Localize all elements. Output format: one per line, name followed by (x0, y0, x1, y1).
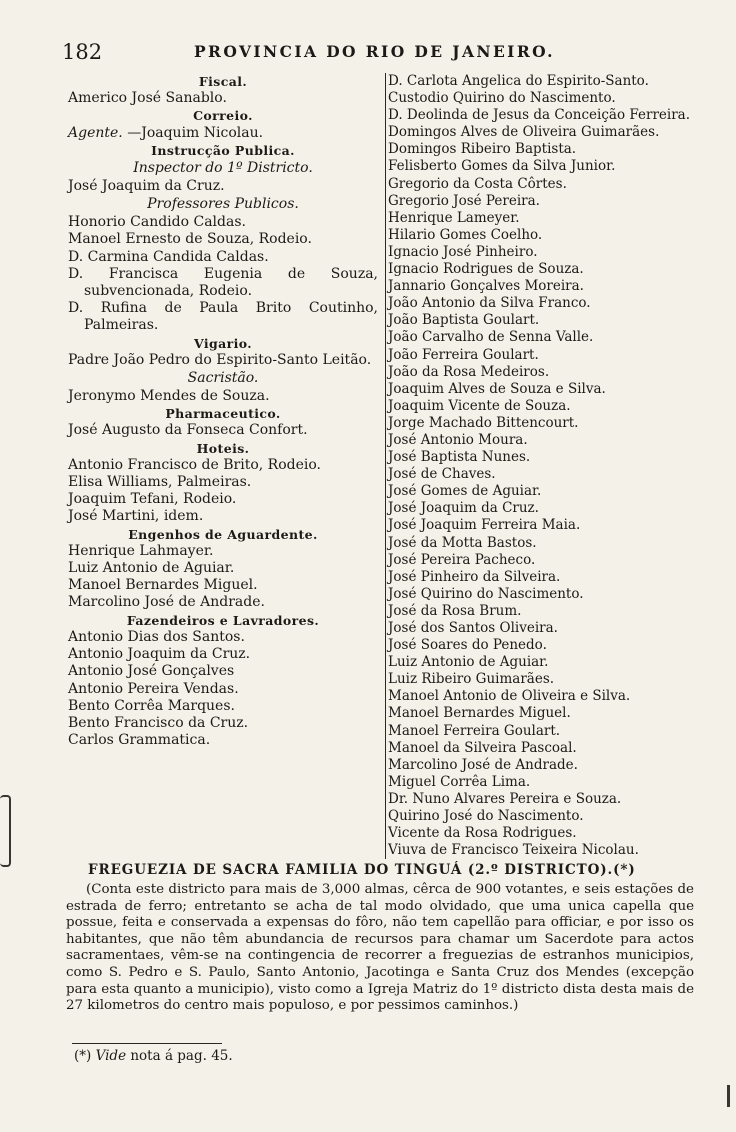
name-entry: Henrique Lahmayer. (68, 542, 214, 559)
page-number: 182 (62, 40, 103, 64)
name-entry: Joaquim Tefani, Rodeio. (68, 491, 237, 508)
section-label: Correio. (193, 108, 253, 124)
name-entry: Antonio Joaquim da Cruz. (68, 646, 251, 663)
name-entry: José dos Santos Oliveira. (388, 620, 558, 636)
name-entry: Manoel Antonio de Oliveira e Silva. (388, 688, 631, 705)
name-entry: Quirino José do Nascimento. (388, 808, 584, 825)
subsection-label: Sacristão. (187, 370, 259, 387)
name-entry: João Baptista Goulart. (388, 312, 540, 329)
name-entry: Marcolino José de Andrade. (68, 594, 265, 611)
name-entry: Marcolino José de Andrade. (388, 756, 578, 773)
section-label: Engenhos de Aguardente. (128, 526, 318, 542)
name-entry: Luiz Antonio de Aguiar. (68, 560, 235, 577)
name-entry: Custodio Quirino do Nascimento. (388, 90, 616, 107)
name-entry (68, 125, 378, 142)
name-entry: Gregorio da Costa Côrtes. (388, 175, 567, 192)
subsection-label: Professores Publicos. (147, 196, 299, 213)
right-column (385, 73, 708, 859)
name-entry: Jannario Gonçalves Moreira. (388, 278, 584, 295)
name-entry: Antonio José Gonçalves (68, 663, 235, 680)
name-entry: José Quirino do Nascimento. (388, 585, 584, 602)
name-entry: José Pereira Pacheco. (388, 551, 536, 568)
name-entry: José Antonio Moura. (388, 431, 528, 448)
binding-mark (0, 795, 11, 867)
name-entry: Jeronymo Mendes de Souza. (68, 388, 270, 405)
name-entry: José Joaquim da Cruz. (68, 178, 225, 195)
left-column (68, 73, 378, 749)
name-entry: D. Deolinda de Jesus da Conceição Ferreira. (388, 107, 690, 124)
name-entry: Domingos Ribeiro Baptista. (388, 141, 577, 158)
name-entry: Jorge Machado Bittencourt. (388, 414, 579, 431)
name-entry: Viuva de Francisco Teixeira Nicolau. (388, 842, 639, 859)
name-entry: D. Carmina Candida Caldas. (68, 248, 269, 265)
name-entry: Antonio Pereira Vendas. (68, 680, 239, 697)
name-entry: Ignacio Rodrigues de Souza. (388, 261, 584, 278)
section-heading: FREGUEZIA DE SACRA FAMILIA DO TINGUÁ (2.º DISTRICTO).(*) (88, 862, 636, 878)
name-entry: José Joaquim da Cruz. (388, 500, 539, 517)
name-entry: Joaquim Alves de Souza e Silva. (388, 380, 606, 397)
footnote-text: nota á pag. 45. (130, 1048, 233, 1064)
entry-role: Agente. (68, 124, 123, 141)
name-entry: Hilario Gomes Coelho. (388, 226, 543, 243)
name-entry: Padre João Pedro do Espirito-Santo Leitão. (68, 351, 372, 368)
section-paragraph: (Conta este districto para mais de 3,000 almas, cêrca de 900 votantes, e seis estações de estrada de ferro; entretanto se acha de tal modo olvidado, que uma unica capella que possue, feita e conservada a expensas do fôro, não tem capellão para officiar, e por isso os habitantes, que não têm abundancia de recursos para chamar um Sacerdote para actos sacramentaes, vêm-se na contingencia de recorrer a freguezias de estranhos municipios, como S. Pedro e S. Paulo, Santo Antonio, Jacotinga e Santa Cruz dos Mendes (excepção para esta quanto a municipio), visto como a Igreja Matriz do 1º districto dista desta mais de 27 kilometros do centro mais populoso, e por pessimos caminhos.) (66, 882, 694, 1014)
section-label: Hoteis. (196, 440, 250, 456)
name-entry: Joaquim Vicente de Souza. (388, 397, 571, 414)
name-entry: Vicente da Rosa Rodrigues. (388, 825, 577, 842)
section-label: Fiscal. (198, 74, 248, 89)
name-entry: João Ferreira Goulart. (388, 346, 539, 363)
section-label: Fazendeiros e Lavradores. (126, 612, 320, 628)
name-entry: José Pinheiro da Silveira. (388, 568, 561, 585)
name-entry: João Carvalho de Senna Valle. (388, 329, 594, 346)
name-entry: José da Motta Bastos. (388, 534, 537, 551)
name-entry: Americo José Sanablo. (68, 90, 227, 107)
name-entry: José da Rosa Brum. (388, 602, 522, 619)
name-entry: José Soares do Penedo. (388, 637, 547, 654)
name-entry: Luiz Antonio de Aguiar. (388, 654, 549, 671)
name-entry: Honorio Candido Caldas. (68, 214, 246, 231)
name-entry: Henrique Lameyer. (388, 209, 520, 226)
entry-name: —Joaquim Nicolau. (122, 124, 264, 141)
name-entry: Bento Francisco da Cruz. (68, 714, 249, 731)
footnote-vide: Vide (95, 1048, 127, 1064)
name-entry: Dr. Nuno Alvares Pereira e Souza. (388, 790, 622, 807)
name-entry: José Baptista Nunes. (388, 449, 531, 466)
section-label: Pharmaceutico. (165, 406, 281, 422)
name-entry: D. Carlota Angelica do Espirito-Santo. (388, 73, 649, 89)
footnote (74, 1048, 233, 1064)
name-entry: Manoel Ernesto de Souza, Rodeio. (68, 231, 312, 248)
name-entry: Antonio Francisco de Brito, Rodeio. (68, 456, 321, 473)
name-entry: Luiz Ribeiro Guimarães. (388, 671, 555, 688)
name-entry: Gregorio José Pereira. (388, 192, 540, 209)
name-entry: José Martini, idem. (68, 508, 204, 525)
name-entry: José Joaquim Ferreira Maia. (388, 517, 581, 534)
name-entry: Elisa Williams, Palmeiras. (68, 474, 252, 491)
footnote-marker: (*) (74, 1048, 92, 1064)
page-header (62, 38, 702, 66)
name-entry: João da Rosa Medeiros. (388, 363, 550, 380)
name-entry: José Augusto da Fonseca Confort. (68, 422, 308, 439)
name-entry: Manoel Bernardes Miguel. (68, 577, 258, 594)
name-entry: Felisberto Gomes da Silva Junior. (388, 158, 616, 175)
section-label: Vigario. (193, 335, 253, 351)
name-entry: José Gomes de Aguiar. (388, 483, 542, 500)
section-label: Instrucção Publica. (151, 142, 295, 158)
name-entry: João Antonio da Silva Franco. (388, 295, 591, 312)
footnote-rule (72, 1043, 222, 1044)
name-entry: Ignacio José Pinheiro. (388, 243, 538, 260)
subsection-label: Inspector do 1º Districto. (133, 160, 313, 177)
name-entry: Antonio Dias dos Santos. (68, 628, 245, 645)
name-entry: D. Francisca Eugenia de Souza, subvencionada, Rodeio. (68, 265, 378, 300)
name-entry: Manoel da Silveira Pascoal. (388, 739, 577, 756)
running-title: PROVINCIA DO RIO DE JANEIRO. (194, 42, 555, 61)
binding-mark-right (727, 1085, 730, 1107)
name-entry: Miguel Corrêa Lima. (388, 773, 531, 790)
name-entry: Carlos Grammatica. (68, 732, 211, 749)
name-entry: Manoel Bernardes Miguel. (388, 705, 571, 722)
name-entry: Manoel Ferreira Goulart. (388, 722, 561, 739)
name-entry: José de Chaves. (388, 466, 496, 483)
name-entry: D. Rufina de Paula Brito Coutinho, Palmeiras. (68, 300, 378, 334)
name-entry: Domingos Alves de Oliveira Guimarães. (388, 124, 660, 141)
name-entry: Bento Corrêa Marques. (68, 697, 235, 714)
